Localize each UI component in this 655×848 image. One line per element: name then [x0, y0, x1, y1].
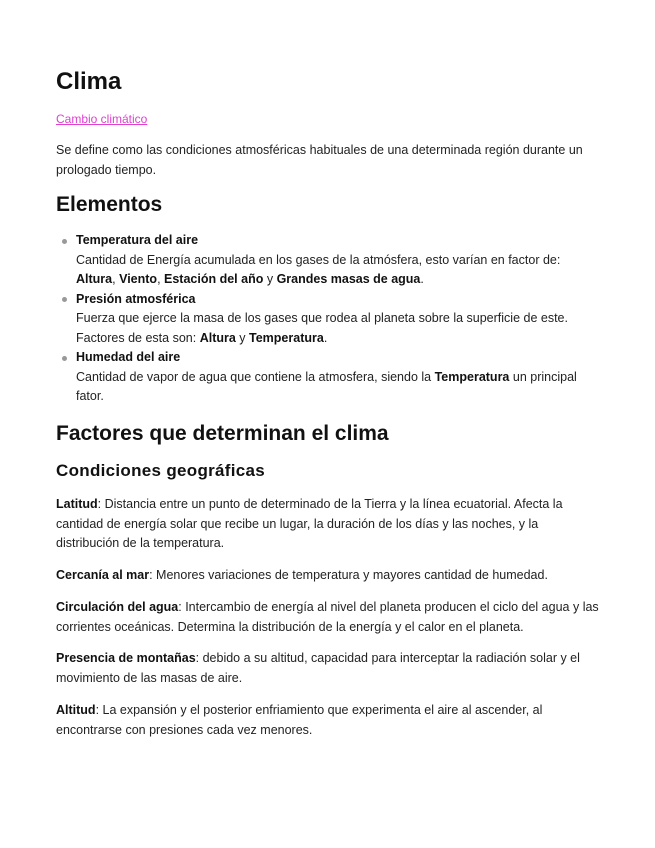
- list-item-term: Presión atmosférica: [76, 291, 196, 306]
- factor-term: Presencia de montañas: [56, 651, 196, 665]
- desc-text: .: [323, 330, 328, 345]
- factor-text: : Intercambio de energía al nivel del planeta producen el ciclo del agua y las corrientes oceánicas. Determina la distribución de la energía y el calor en el planeta.: [56, 600, 599, 634]
- cambio-climatico-link[interactable]: Cambio climático: [56, 112, 148, 126]
- bold-term: Estación del año: [164, 272, 264, 286]
- bold-term: Temperatura: [434, 369, 510, 384]
- page-title: Clima: [56, 68, 122, 95]
- factor-text: : debido a su altitud, capacidad para interceptar la radiación solar y el movimiento de las masas de aire.: [56, 651, 580, 685]
- factor-text: : La expansión y el posterior enfriamiento que experimenta el aire al ascender, al encontrarse con presiones cada vez menores.: [56, 703, 543, 737]
- list-item: [56, 231, 601, 290]
- desc-text: Cantidad de vapor de agua que contiene la atmosfera, siendo la: [76, 369, 435, 384]
- list-item-desc: [76, 309, 601, 348]
- factor-term: Altitud: [56, 703, 96, 717]
- desc-text: Cantidad de Energía acumulada en los gases de la atmósfera, esto varían en factor de:: [76, 252, 561, 267]
- list-item-desc: [76, 368, 601, 407]
- bold-term: Temperatura: [249, 330, 324, 345]
- bullet-icon: [62, 356, 67, 361]
- intro-paragraph: Se define como las condiciones atmosféricas habituales de una determinada región durante un prologado tiempo.: [56, 143, 583, 177]
- desc-text: ,: [157, 272, 165, 286]
- factor-text: : Distancia entre un punto de determinado de la Tierra y la línea ecuatorial. Afecta la cantidad de energía solar que recibe un lugar, la duración de los días y las noches, y la distribución de la temperatura.: [56, 497, 563, 550]
- list-item-term: Humedad del aire: [76, 350, 181, 364]
- factor-text: : Menores variaciones de temperatura y mayores cantidad de humedad.: [149, 568, 548, 582]
- elementos-list: [56, 231, 601, 407]
- list-item-term: Temperatura del aire: [76, 233, 199, 247]
- list-item: [56, 348, 601, 407]
- bullet-icon: [62, 297, 67, 302]
- geografia-subheading: Condiciones geográficas: [56, 461, 266, 480]
- bold-term: Grandes masas de agua: [276, 272, 421, 286]
- desc-text: ,: [112, 272, 120, 286]
- list-item: [56, 290, 601, 349]
- desc-text: y: [263, 272, 277, 286]
- factor-paragraph: [56, 649, 601, 688]
- list-item-desc: [76, 251, 601, 290]
- elementos-heading: Elementos: [56, 193, 163, 216]
- bold-term: Altura: [76, 272, 113, 286]
- desc-text: y: [235, 330, 250, 345]
- desc-text: Fuerza que ejerce la masa de los gases que rodea al planeta sobre la superficie de este. Factores de esta son:: [76, 311, 568, 345]
- factores-heading: Factores que determinan el clima: [56, 422, 389, 445]
- factor-term: Circulación del agua: [56, 600, 179, 614]
- desc-text: un principal fator.: [76, 369, 577, 403]
- factor-term: Cercanía al mar: [56, 568, 150, 582]
- factor-paragraph: [56, 566, 601, 586]
- factor-term: Latitud: [56, 497, 98, 511]
- factor-paragraph: [56, 598, 601, 637]
- desc-text: .: [420, 272, 424, 286]
- factor-paragraph: [56, 701, 601, 740]
- factor-paragraph: [56, 495, 601, 554]
- bold-term: Viento: [119, 272, 158, 286]
- bold-term: Altura: [199, 330, 236, 345]
- bullet-icon: [62, 239, 67, 244]
